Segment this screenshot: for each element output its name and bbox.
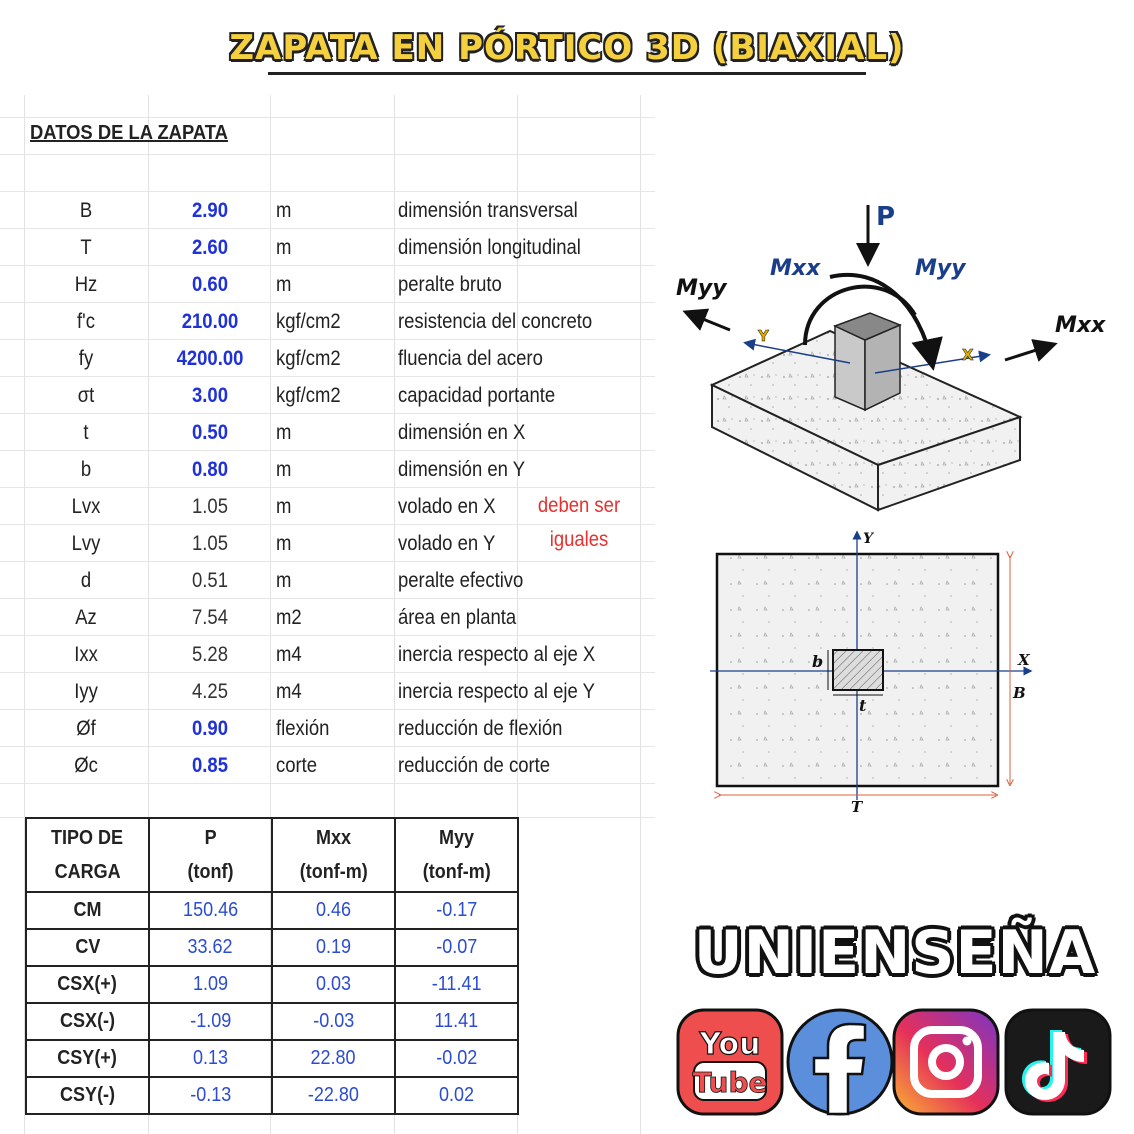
load-type-cell: CSX(-) — [26, 1003, 149, 1040]
note-line-1: deben ser — [537, 494, 621, 517]
row-unit: m — [276, 495, 292, 518]
row-description: fluencia del acero — [398, 347, 543, 370]
plan-b-column-label: b — [812, 652, 824, 671]
row-description: volado en Y — [398, 532, 496, 555]
load-mxx-cell[interactable]: -0.03 — [272, 1003, 395, 1040]
data-row — [0, 339, 655, 376]
load-mxx-cell[interactable]: -22.80 — [272, 1077, 395, 1114]
load-myy-cell[interactable]: -0.02 — [395, 1040, 518, 1077]
load-type-cell: CM — [26, 892, 149, 929]
row-unit: m — [276, 458, 292, 481]
row-unit: m4 — [276, 680, 302, 703]
row-value[interactable]: 0.85 — [192, 754, 228, 777]
data-row — [0, 191, 655, 228]
title-underline — [268, 72, 866, 75]
load-p-label: P — [876, 202, 896, 232]
table-row — [26, 929, 518, 966]
data-row — [0, 302, 655, 339]
table-row — [26, 1077, 518, 1114]
table-row — [26, 1040, 518, 1077]
facebook-icon[interactable] — [788, 1010, 892, 1114]
page-title: ZAPATA EN PÓRTICO 3D (BIAXIAL) — [229, 28, 905, 68]
row-value: 7.54 — [192, 606, 228, 629]
footing-3d-diagram — [670, 195, 1120, 515]
load-myy-cell[interactable]: -0.07 — [395, 929, 518, 966]
load-p-cell[interactable]: -0.13 — [149, 1077, 272, 1114]
row-unit: m — [276, 421, 292, 444]
load-p-cell[interactable]: 33.62 — [149, 929, 272, 966]
axis-y-label: Y — [758, 327, 769, 345]
row-description: dimensión transversal — [398, 199, 578, 222]
table-row — [26, 1003, 518, 1040]
mxx-top-label: Mxx — [770, 256, 821, 281]
row-description: dimensión longitudinal — [398, 236, 581, 259]
data-row — [0, 228, 655, 265]
row-unit: m4 — [276, 643, 302, 666]
load-p-cell[interactable]: 0.13 — [149, 1040, 272, 1077]
data-row — [0, 265, 655, 302]
load-mxx-cell[interactable]: 22.80 — [272, 1040, 395, 1077]
svg-text:You: You — [699, 1027, 761, 1062]
row-symbol: Az — [75, 606, 97, 629]
load-type-cell: CSX(+) — [26, 966, 149, 1003]
load-p-cell[interactable]: -1.09 — [149, 1003, 272, 1040]
row-symbol: Øf — [76, 717, 96, 740]
load-type-cell: CSY(+) — [26, 1040, 149, 1077]
row-description: peralte efectivo — [398, 569, 524, 592]
row-unit: m — [276, 532, 292, 555]
data-row — [0, 450, 655, 487]
tiktok-icon[interactable] — [1006, 1010, 1110, 1114]
row-symbol: t — [83, 421, 89, 444]
row-value[interactable]: 0.50 — [192, 421, 228, 444]
row-value[interactable]: 0.80 — [192, 458, 228, 481]
row-symbol: B — [79, 199, 93, 222]
row-description: dimensión en Y — [398, 458, 526, 481]
row-value[interactable]: 210.00 — [181, 310, 239, 333]
myy-top-label: Myy — [915, 256, 966, 281]
row-symbol: T — [80, 236, 92, 259]
row-unit: kgf/cm2 — [276, 347, 341, 370]
row-value[interactable]: 3.00 — [192, 384, 228, 407]
row-symbol: fy — [78, 347, 94, 370]
plan-y-label: Y — [863, 531, 873, 547]
row-value[interactable]: 0.90 — [192, 717, 228, 740]
loads-table — [25, 817, 519, 1115]
row-description: área en planta — [398, 606, 517, 629]
data-row — [0, 598, 655, 635]
row-description: reducción de flexión — [398, 717, 563, 740]
loads-header-row — [26, 818, 518, 892]
myy-left-label: Myy — [676, 276, 727, 301]
header-cell: P (tonf) — [149, 818, 272, 892]
row-symbol: Øc — [74, 754, 98, 777]
row-value[interactable]: 4200.00 — [176, 347, 244, 370]
instagram-icon[interactable] — [894, 1010, 998, 1114]
row-symbol: Iyy — [74, 680, 98, 703]
row-unit: flexión — [276, 717, 330, 740]
row-symbol: Hz — [74, 273, 98, 296]
load-myy-cell[interactable]: 11.41 — [395, 1003, 518, 1040]
plan-t-column-label: t — [859, 696, 867, 715]
row-unit: m — [276, 199, 292, 222]
row-unit: kgf/cm2 — [276, 384, 341, 407]
row-value[interactable]: 2.90 — [192, 199, 228, 222]
plan-b-dimension: B — [1013, 684, 1026, 702]
table-row — [26, 892, 518, 929]
data-row — [0, 561, 655, 598]
load-mxx-cell[interactable]: 0.03 — [272, 966, 395, 1003]
row-symbol: d — [80, 569, 92, 592]
load-type-cell: CV — [26, 929, 149, 966]
section-title: DATOS DE LA ZAPATA — [30, 122, 228, 144]
note-line-2: iguales — [549, 528, 609, 551]
row-symbol: b — [80, 458, 92, 481]
row-description: volado en X — [398, 495, 496, 518]
row-description: inercia respecto al eje X — [398, 643, 596, 666]
plan-t-dimension: T — [851, 798, 863, 816]
row-description: resistencia del concreto — [398, 310, 593, 333]
row-value: 1.05 — [192, 495, 228, 518]
data-row — [0, 746, 655, 783]
load-type-cell: CSY(-) — [26, 1077, 149, 1114]
table-row — [26, 966, 518, 1003]
header-cell: TIPO DE CARGA — [26, 818, 149, 892]
row-symbol: Ixx — [74, 643, 98, 666]
row-value: 1.05 — [192, 532, 228, 555]
data-row — [0, 635, 655, 672]
load-mxx-cell[interactable]: 0.19 — [272, 929, 395, 966]
row-unit: m — [276, 236, 292, 259]
data-row — [0, 413, 655, 450]
row-description: inercia respecto al eje Y — [398, 680, 595, 703]
row-symbol: Lvx — [71, 495, 101, 518]
load-myy-cell[interactable]: -0.17 — [395, 892, 518, 929]
youtube-icon[interactable] — [678, 1010, 782, 1114]
row-symbol: Lvy — [71, 532, 101, 555]
row-value: 5.28 — [192, 643, 228, 666]
row-description: peralte bruto — [398, 273, 502, 296]
row-value: 0.51 — [192, 569, 228, 592]
row-unit: m — [276, 273, 292, 296]
data-row — [0, 376, 655, 413]
row-value[interactable]: 2.60 — [192, 236, 228, 259]
axis-x-label: X — [962, 346, 974, 364]
social-icons — [676, 1008, 1116, 1120]
row-description: reducción de corte — [398, 754, 551, 777]
header-cell: Myy (tonf-m) — [395, 818, 518, 892]
row-unit: m — [276, 569, 292, 592]
plan-x-label: X — [1018, 651, 1030, 669]
load-mxx-cell[interactable]: 0.46 — [272, 892, 395, 929]
load-myy-cell[interactable]: 0.02 — [395, 1077, 518, 1114]
column-section — [833, 650, 883, 690]
header-cell: Mxx (tonf-m) — [272, 818, 395, 892]
row-unit: corte — [276, 754, 318, 777]
row-value: 4.25 — [192, 680, 228, 703]
load-p-cell[interactable]: 150.46 — [149, 892, 272, 929]
row-description: dimensión en X — [398, 421, 526, 444]
footing-plan-diagram — [700, 525, 1040, 820]
row-value[interactable]: 0.60 — [192, 273, 228, 296]
row-symbol: f'c — [77, 310, 95, 333]
row-unit: kgf/cm2 — [276, 310, 341, 333]
data-row — [0, 672, 655, 709]
svg-text:Tube: Tube — [692, 1066, 768, 1099]
row-description: capacidad portante — [398, 384, 556, 407]
load-p-cell[interactable]: 1.09 — [149, 966, 272, 1003]
load-myy-cell[interactable]: -11.41 — [395, 966, 518, 1003]
row-symbol: σt — [77, 384, 95, 407]
brand-name: UNIENSEÑA — [693, 918, 1097, 988]
data-row — [0, 709, 655, 746]
mxx-right-label: Mxx — [1055, 313, 1106, 338]
row-unit: m2 — [276, 606, 302, 629]
